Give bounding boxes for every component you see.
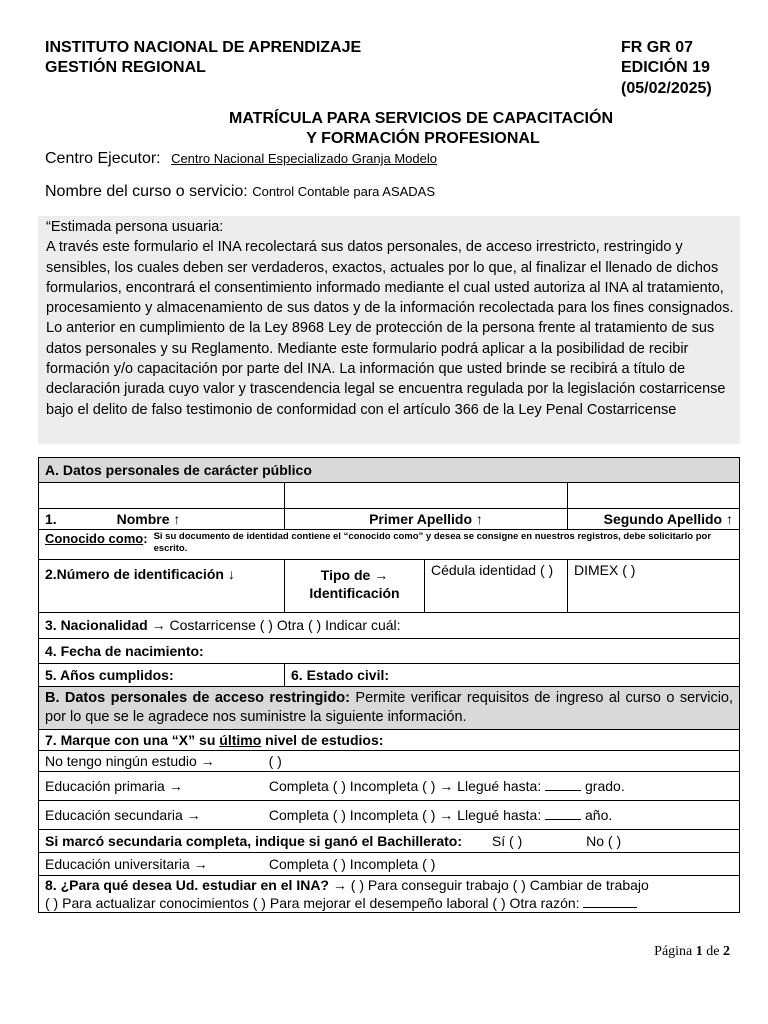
- nacionalidad-label: 3. Nacionalidad: [45, 617, 148, 633]
- universitaria-row[interactable]: [39, 853, 740, 876]
- primer-apellido-input[interactable]: [285, 483, 568, 509]
- estado-civil-row[interactable]: 6. Estado civil:: [285, 664, 740, 687]
- ningun-estudio-label: No tengo ningún estudio →: [45, 753, 215, 769]
- segundo-apellido-input[interactable]: [568, 483, 740, 509]
- segundo-apellido-label: Segundo Apellido ↑: [568, 509, 740, 530]
- anos-cumplidos-row[interactable]: 5. Años cumplidos:: [39, 664, 285, 687]
- universitaria-options[interactable]: Completa ( ) Incompleta ( ): [268, 856, 436, 872]
- page-number: [654, 944, 730, 960]
- centro-value: Centro Nacional Especializado Granja Modelo: [171, 151, 437, 166]
- nombre-input[interactable]: [39, 483, 285, 509]
- primaria-row[interactable]: [39, 772, 740, 801]
- nombre-label-cell: [39, 509, 285, 530]
- section-b-header: [39, 687, 740, 730]
- bachillerato-label: Si marcó secundaria completa, indique si ganó el Bachillerato:: [45, 833, 463, 849]
- secundaria-row[interactable]: [39, 801, 740, 830]
- q7-header: [39, 730, 740, 751]
- secundaria-fill[interactable]: [545, 819, 581, 820]
- tipo-identificacion-label: Tipo de → Identificación: [285, 560, 425, 613]
- secundaria-label: Educación secundaria →: [45, 807, 201, 823]
- secundaria-options[interactable]: Completa ( ) Incompleta ( ) → Llegué hasta:: [268, 807, 542, 823]
- form-title-line2: Y FORMACIÓN PROFESIONAL: [306, 130, 540, 147]
- bachillerato-si[interactable]: Sí ( ): [491, 833, 523, 849]
- department-name: GESTIÓN REGIONAL: [45, 59, 206, 76]
- conocido-como-text: Conocido como: [45, 531, 144, 546]
- conocido-como-row: [39, 530, 740, 560]
- curso-value: Control Contable para ASADAS: [252, 184, 436, 199]
- form-edition: EDICIÓN 19: [621, 59, 710, 76]
- primaria-options[interactable]: Completa ( ) Incompleta ( ) → Llegué hasta:: [268, 778, 542, 794]
- q7-underlined: último: [219, 732, 262, 748]
- page-word: Página: [654, 944, 693, 959]
- institution-name: INSTITUTO NACIONAL DE APRENDIZAJE: [45, 39, 362, 56]
- section-b-text: Permite verificar requisitos de ingreso al curso o servicio, por lo que se le agradece nos suministre la siguiente información.: [45, 690, 734, 725]
- centro-ejecutor: [45, 150, 437, 168]
- primaria-unit: grado.: [585, 778, 625, 794]
- primer-apellido-label: Primer Apellido ↑: [285, 509, 568, 530]
- universitaria-label: Educación universitaria →: [45, 856, 208, 872]
- q8-otra-fill[interactable]: [583, 907, 637, 908]
- conocido-como-colon: :: [143, 531, 148, 546]
- q8-row[interactable]: [39, 876, 740, 913]
- enrollment-form: [38, 457, 740, 913]
- page-of: de: [706, 944, 720, 959]
- section-a-header: A. Datos personales de carácter público: [39, 458, 740, 483]
- ningun-estudio-box[interactable]: ( ): [268, 753, 282, 769]
- secundaria-unit: año.: [585, 807, 613, 823]
- dimex-option[interactable]: DIMEX ( ): [568, 560, 740, 613]
- privacy-notice: [38, 216, 740, 444]
- page-total: 2: [723, 944, 730, 959]
- form-title-line1: MATRÍCULA PARA SERVICIOS DE CAPACITACIÓN: [228, 110, 613, 127]
- curso-servicio: [45, 183, 435, 201]
- bachillerato-no[interactable]: No ( ): [586, 833, 622, 849]
- name-number: 1.: [45, 511, 57, 527]
- form-date: (05/02/2025): [621, 80, 712, 97]
- notice-body: A través este formulario el INA recolectará sus datos personales, de acceso irrestricto, restringido y sensibles, los cuales deben ser verdaderos, exactos, actuales por lo que, al finalizar el llenado de dichos formularios, encontrará el consentimiento informado mediante el cual usted autoriza al INA al tratamiento, procesamiento y almacenamiento de sus datos y de la información recolectada para los fines consignados. Lo anterior en cumplimiento de la Ley 8968 Ley de protección de la persona frente al tratamiento de sus datos personales y su Reglamento. Mediante este formulario podrá aplicar a la posibilidad de recibir formación y/o capacitación por parte del INA. La información que usted brinde se recibirá a título de declaración jurada cuyo valor y trascendencia legal se encuentra regulada por la legislación costarricense bajo el delito de falso testimonio de conformidad con el artículo 366 de la Ley Penal Costarricense: [46, 239, 734, 418]
- ningun-estudio-row[interactable]: [39, 751, 740, 772]
- form-code: FR GR 07: [621, 39, 694, 56]
- q8-options-line2[interactable]: ( ) Para actualizar conocimientos ( ) Para mejorar el desempeño laboral ( ) Otra razón:: [45, 895, 580, 911]
- curso-label: Nombre del curso o servicio:: [45, 183, 248, 200]
- notice-greeting: “Estimada persona usuaria:: [46, 219, 224, 235]
- fecha-nacimiento-row[interactable]: 4. Fecha de nacimiento:: [39, 639, 740, 664]
- section-b-title: B. Datos personales de acceso restringido:: [45, 690, 350, 706]
- centro-label: Centro Ejecutor:: [45, 150, 161, 167]
- bachillerato-row[interactable]: [39, 830, 740, 853]
- primaria-label: Educación primaria →: [45, 778, 183, 794]
- id-number-label: 2.Número de identificación ↓: [39, 560, 285, 613]
- nacionalidad-row[interactable]: [39, 613, 740, 639]
- conocido-como-note: Si su documento de identidad contiene el “conocido como” y desea se consigne en nuestros registros, debe solicitarlo por escrito.: [153, 531, 712, 554]
- nombre-label: Nombre ↑: [116, 511, 181, 527]
- q7-text-b: nivel de estudios:: [265, 732, 384, 748]
- nacionalidad-options[interactable]: → Costarricense ( ) Otra ( ) Indicar cuál:: [151, 617, 401, 633]
- q8-options-line1[interactable]: → ( ) Para conseguir trabajo ( ) Cambiar de trabajo: [332, 877, 649, 893]
- page-current: 1: [695, 944, 703, 959]
- q7-text-a: 7. Marque con una “X” su: [45, 732, 216, 748]
- primaria-fill[interactable]: [545, 790, 581, 791]
- q8-label: 8. ¿Para qué desea Ud. estudiar en el INA?: [45, 877, 329, 893]
- conocido-como-label: [45, 531, 148, 555]
- cedula-option[interactable]: Cédula identidad ( ): [425, 560, 568, 613]
